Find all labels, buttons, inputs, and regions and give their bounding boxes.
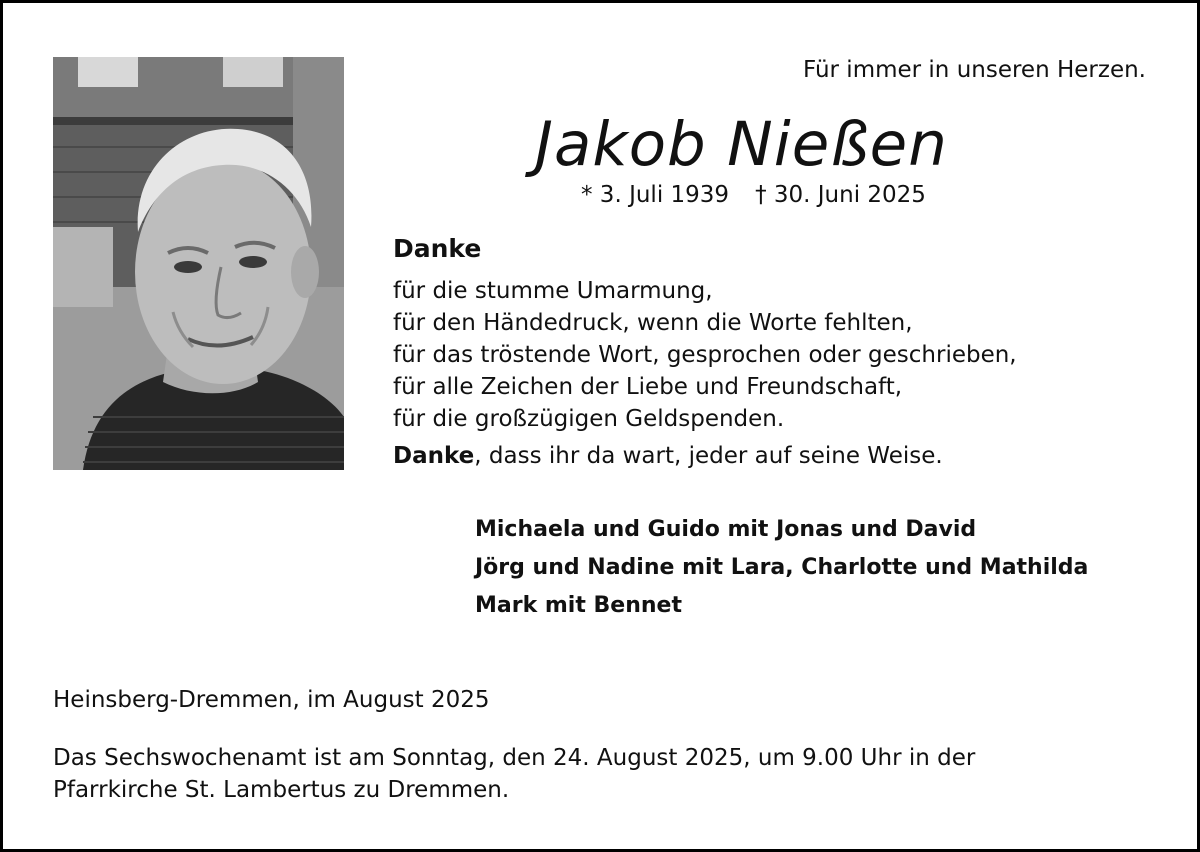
thanks-closing-bold: Danke — [393, 443, 475, 469]
thanks-line: für die großzügigen Geldspenden. — [393, 406, 785, 432]
motto-text: Für immer in unseren Herzen. — [802, 57, 1146, 83]
mass-notice-line: Das Sechswochenamt ist am Sonntag, den 24. August 2025, um 9.00 Uhr in der — [53, 745, 976, 771]
thanks-line: für alle Zeichen der Liebe und Freundschaft, — [393, 374, 903, 400]
mass-notice-line: Pfarrkirche St. Lambertus zu Dremmen. — [53, 777, 510, 803]
thanks-heading: Danke — [393, 234, 482, 263]
thanks-line: für die stumme Umarmung, — [393, 278, 713, 304]
portrait-photo — [53, 57, 344, 470]
family-line: Mark mit Bennet — [475, 593, 682, 618]
thanks-list — [393, 275, 1017, 435]
thanks-closing — [393, 440, 943, 472]
birth-date: * 3. Juli 1939 — [581, 182, 730, 208]
deceased-name: Jakob Nießen — [535, 109, 948, 180]
mass-notice — [53, 742, 975, 806]
family-signatures — [475, 511, 1088, 625]
death-date: † 30. Juni 2025 — [755, 182, 926, 208]
family-line: Michaela und Guido mit Jonas und David — [475, 517, 977, 542]
thanks-closing-rest: , dass ihr da wart, jeder auf seine Weise. — [474, 443, 943, 469]
thanks-line: für den Händedruck, wenn die Worte fehlten, — [393, 310, 913, 336]
thanks-line: für das tröstende Wort, gesprochen oder geschrieben, — [393, 342, 1017, 368]
family-line: Jörg und Nadine mit Lara, Charlotte und Mathilda — [475, 555, 1089, 580]
life-dates — [581, 180, 926, 210]
place-date: Heinsberg-Dremmen, im August 2025 — [53, 687, 490, 713]
